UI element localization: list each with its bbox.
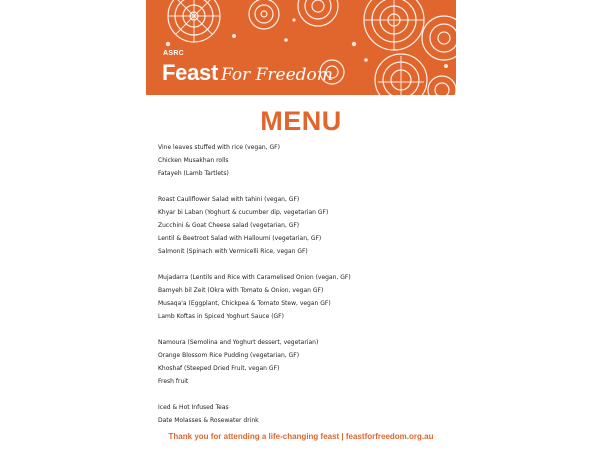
menu-item: Vine leaves stuffed with rice (vegan, GF) [158, 144, 280, 151]
menu-section-mains [158, 271, 448, 323]
menu-item: Fatayeh (Lamb Tartlets) [158, 170, 229, 177]
menu-item: Orange Blossom Rice Pudding (vegetarian, GF) [158, 352, 300, 359]
footer-thank-you: Thank you for attending a life-changing feast | feastforfreedom.org.au [168, 432, 434, 441]
menu-item: Date Molasses & Rosewater drink [158, 417, 259, 424]
menu-page [146, 0, 456, 450]
menu-item: Khyar bi Laban (Yoghurt & cucumber dip, vegetarian GF) [158, 209, 329, 216]
menu-item: Lamb Koftas in Spiced Yoghurt Sauce (GF) [158, 313, 284, 320]
menu-item: Salmonit (Spinach with Vermicelli Rice, vegan GF) [158, 248, 308, 255]
menu-items [158, 141, 448, 440]
menu-item: Musaqa'a (Eggplant, Chickpea & Tomato Stew, vegan GF) [158, 300, 331, 307]
menu-item: Mujadarra (Lentils and Rice with Caramelised Onion (vegan, GF) [158, 274, 351, 281]
menu-heading: MENU [260, 106, 342, 136]
org-logo-text: ASRC [163, 50, 185, 57]
menu-item: Fresh fruit [158, 378, 189, 385]
event-title-script: For Freedom [220, 65, 333, 85]
menu-item: Zucchini & Goat Cheese salad (vegetarian, GF) [158, 222, 300, 229]
menu-section-salads [158, 193, 448, 258]
menu-item: Roast Cauliflower Salad with tahini (vegan, GF) [158, 196, 300, 203]
event-title-main: Feast [162, 60, 218, 85]
menu-section-desserts [158, 336, 448, 388]
menu-section-drinks [158, 401, 448, 427]
menu-section-starters [158, 141, 448, 180]
menu-item: Namoura (Semolina and Yoghurt dessert, vegetarian) [158, 339, 319, 346]
menu-item: Bamyeh bil Zeit (Okra with Tomato & Onion, vegan GF) [158, 287, 324, 294]
menu-item: Iced & Hot Infused Teas [158, 404, 229, 411]
menu-item: Khoshaf (Steeped Dried Fruit, vegan GF) [158, 365, 280, 372]
event-title [162, 60, 333, 86]
menu-item: Chicken Musakhan rolls [158, 157, 229, 164]
menu-item: Lentil & Beetroot Salad with Halloumi (vegetarian, GF) [158, 235, 322, 242]
header-banner [146, 0, 456, 95]
